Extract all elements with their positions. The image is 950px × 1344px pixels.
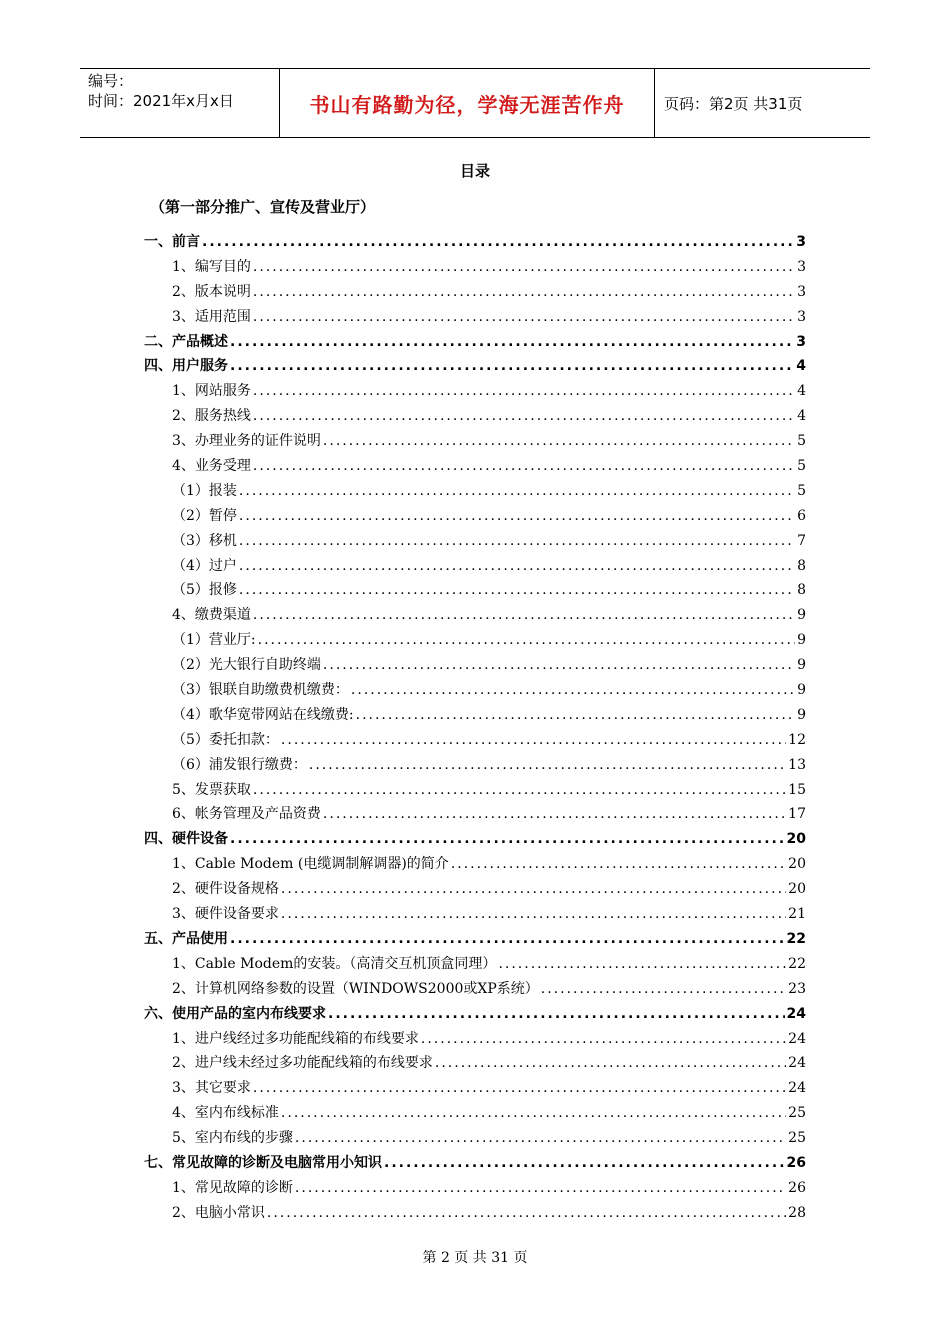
toc-entry-page: 3	[797, 308, 806, 325]
header-meta	[80, 69, 280, 137]
toc-entry-page: 21	[788, 906, 806, 923]
toc-leader-dots	[253, 1076, 786, 1101]
toc-entry[interactable]	[144, 330, 806, 355]
toc-entry-page: 25	[788, 1130, 806, 1147]
toc-entry-page: 8	[797, 557, 806, 574]
toc-entry-page: 3	[797, 258, 806, 275]
toc-entry-page: 20	[788, 856, 806, 873]
toc-entry-label: 四、用户服务	[144, 358, 228, 375]
toc-entry-page: 24	[786, 1005, 806, 1022]
toc-leader-dots	[451, 852, 786, 877]
header-motto: 书山有路勤为径，学海无涯苦作舟	[280, 69, 655, 137]
document-date: 时间：2021年x月x日	[88, 92, 234, 110]
toc-entry[interactable]	[144, 529, 806, 554]
toc-entry-label: 5、室内布线的步骤	[172, 1130, 293, 1147]
toc-leader-dots	[384, 1151, 785, 1176]
toc-entry[interactable]	[144, 404, 806, 429]
toc-leader-dots	[323, 429, 795, 454]
toc-entry-label: （1）营业厅:	[172, 632, 256, 649]
toc-entry[interactable]	[144, 280, 806, 305]
toc-leader-dots	[239, 554, 795, 579]
toc-entry-label: （1）报装	[172, 482, 237, 499]
toc-leader-dots	[253, 305, 795, 330]
toc-leader-dots	[295, 1126, 786, 1151]
toc-entry-label: （4）过户	[172, 557, 237, 574]
toc-leader-dots	[230, 330, 794, 355]
toc-entry-label: （3）银联自助缴费机缴费：	[172, 682, 349, 699]
toc-entry-page: 24	[788, 1080, 806, 1097]
toc-entry[interactable]	[144, 827, 806, 852]
toc-leader-dots	[230, 927, 785, 952]
toc-entry-page: 4	[797, 408, 806, 425]
toc-leader-dots	[356, 703, 795, 728]
toc-entry[interactable]	[144, 1076, 806, 1101]
toc-leader-dots	[239, 504, 795, 529]
toc-leader-dots	[258, 628, 795, 653]
toc-leader-dots	[253, 778, 786, 803]
toc-entry[interactable]	[144, 653, 806, 678]
toc-entry-label: 六、使用产品的室内布线要求	[144, 1005, 326, 1022]
toc-entry-page: 3	[796, 234, 806, 250]
toc-entry[interactable]	[144, 1002, 806, 1027]
toc-leader-dots	[323, 653, 795, 678]
toc-entry-label: 4、室内布线标准	[172, 1105, 279, 1122]
toc-entry-label: 4、缴费渠道	[172, 607, 251, 624]
toc-leader-dots	[281, 902, 786, 927]
header-page-info: 页码：第2页 共31页	[664, 94, 803, 113]
toc-leader-dots	[435, 1051, 786, 1076]
toc-entry-label: 3、其它要求	[172, 1080, 251, 1097]
toc-entry-page: 24	[788, 1055, 806, 1072]
toc-entry[interactable]	[144, 678, 806, 703]
toc-entry[interactable]	[144, 802, 806, 827]
toc-entry[interactable]	[144, 927, 806, 952]
toc-entry[interactable]	[144, 454, 806, 479]
toc-entry-label: 1、Cable Modem的安装。（高清交互机顶盒同理）	[172, 955, 497, 972]
toc-leader-dots	[230, 354, 794, 379]
toc-leader-dots	[202, 230, 794, 255]
toc-entry-label: 二、产品概述	[144, 333, 228, 350]
toc-entry[interactable]	[144, 603, 806, 628]
toc-entry[interactable]	[144, 504, 806, 529]
toc-entry[interactable]	[144, 554, 806, 579]
toc-entry-label: （2）光大银行自助终端	[172, 657, 321, 674]
toc-entry-label: 七、常见故障的诊断及电脑常用小知识	[144, 1154, 382, 1171]
toc-entry-page: 9	[797, 657, 806, 674]
toc-entry-page: 9	[797, 607, 806, 624]
toc-leader-dots	[253, 379, 795, 404]
toc-entry-label: （4）歌华宽带网站在线缴费:	[172, 706, 354, 723]
toc-entry-page: 26	[788, 1179, 806, 1196]
toc-entry[interactable]	[144, 1176, 806, 1201]
toc-entry[interactable]	[144, 1051, 806, 1076]
toc-entry[interactable]	[144, 255, 806, 280]
toc-entry-page: 3	[797, 283, 806, 300]
toc-entry[interactable]	[144, 354, 806, 379]
toc-leader-dots	[295, 1176, 786, 1201]
toc-entry-page: 15	[788, 781, 806, 798]
toc-entry-label: 1、常见故障的诊断	[172, 1179, 293, 1196]
toc-entry-page: 4	[796, 358, 806, 375]
page-footer: 第 2 页 共 31 页	[422, 1250, 528, 1266]
toc-entry[interactable]	[144, 778, 806, 803]
toc-entry-label: 五、产品使用	[144, 930, 228, 947]
toc-entry[interactable]	[144, 429, 806, 454]
toc-entry-label: 四、硬件设备	[144, 831, 228, 848]
toc-entry[interactable]	[144, 1101, 806, 1126]
toc-entry[interactable]	[144, 479, 806, 504]
document-number-label: 编号：	[88, 72, 134, 90]
toc-leader-dots	[230, 827, 785, 852]
toc-entry[interactable]	[144, 1027, 806, 1052]
toc-entry-page: 20	[788, 881, 806, 898]
toc-leader-dots	[328, 1002, 785, 1027]
toc-entry-page: 5	[797, 433, 806, 450]
toc-leader-dots	[351, 678, 795, 703]
toc-leader-dots	[309, 753, 786, 778]
toc-entry-label: 2、硬件设备规格	[172, 881, 279, 898]
toc-entry[interactable]	[144, 578, 806, 603]
toc-entry-page: 22	[788, 955, 806, 972]
toc-entry[interactable]	[144, 952, 806, 977]
toc-entry[interactable]	[144, 977, 806, 1002]
toc-entry-label: 2、计算机网络参数的设置（WINDOWS2000或XP系统）	[172, 980, 539, 997]
toc-leader-dots	[323, 802, 786, 827]
toc-entry-page: 3	[796, 333, 806, 350]
toc-entry[interactable]	[144, 1126, 806, 1151]
toc-leader-dots	[253, 280, 795, 305]
toc-entry[interactable]	[144, 902, 806, 927]
toc-entry-label: 3、适用范围	[172, 308, 251, 325]
toc-entry-label: 2、电脑小常识	[172, 1204, 265, 1221]
toc-entry-label: （3）移机	[172, 532, 237, 549]
toc-entry-page: 26	[786, 1154, 806, 1171]
toc-entry-label: 3、硬件设备要求	[172, 906, 279, 923]
toc-entry-page: 13	[788, 756, 806, 773]
toc-entry[interactable]	[144, 379, 806, 404]
toc-entry-label: 4、业务受理	[172, 458, 251, 475]
toc-leader-dots	[541, 977, 786, 1002]
toc-entry-page: 22	[786, 930, 806, 947]
toc-entry-label: 2、版本说明	[172, 283, 251, 300]
toc-entry-label: 2、服务热线	[172, 408, 251, 425]
toc-leader-dots	[253, 603, 795, 628]
toc-entry[interactable]	[144, 703, 806, 728]
toc-leader-dots	[239, 578, 795, 603]
toc-entry-label: 1、编写目的	[172, 258, 251, 275]
toc-entry-page: 9	[797, 682, 806, 699]
toc-entry[interactable]	[144, 1151, 806, 1176]
toc-leader-dots	[239, 479, 795, 504]
toc-entry-page: 28	[788, 1204, 806, 1221]
toc-entry-label: 6、帐务管理及产品资费	[172, 806, 321, 823]
toc-leader-dots	[281, 877, 786, 902]
toc-leader-dots	[253, 255, 795, 280]
toc-entry-label: （5）报修	[172, 582, 237, 599]
toc-entry-label: 5、发票获取	[172, 781, 251, 798]
toc-entry-label: （6）浦发银行缴费：	[172, 756, 307, 773]
toc-leader-dots	[267, 1201, 786, 1226]
toc-entry[interactable]	[144, 753, 806, 778]
toc-entry-label: 2、进户线未经过多功能配线箱的布线要求	[172, 1055, 433, 1072]
page-header	[80, 68, 870, 138]
toc-entry[interactable]	[144, 230, 806, 255]
toc-entry-page: 4	[797, 383, 806, 400]
toc-entry-page: 17	[788, 806, 806, 823]
toc-leader-dots	[498, 952, 786, 977]
toc-entry-page: 25	[788, 1105, 806, 1122]
toc-entry[interactable]	[144, 628, 806, 653]
toc-leader-dots	[253, 404, 795, 429]
toc-entry-page: 20	[786, 831, 806, 848]
toc-title: 目录	[459, 162, 490, 180]
toc-entry-page: 12	[788, 731, 806, 748]
toc-leader-dots	[281, 728, 786, 753]
toc-list	[144, 230, 806, 1226]
toc-entry-page: 6	[797, 507, 806, 524]
toc-entry-label: 3、办理业务的证件说明	[172, 433, 321, 450]
toc-entry[interactable]	[144, 852, 806, 877]
toc-entry-page: 5	[797, 458, 806, 475]
toc-entry[interactable]	[144, 1201, 806, 1226]
toc-entry-label: （5）委托扣款：	[172, 731, 279, 748]
toc-entry-page: 7	[797, 532, 806, 549]
toc-part-heading: （第一部分推广、宣传及营业厅）	[150, 198, 376, 216]
toc-entry-page: 5	[797, 482, 806, 499]
toc-entry-page: 23	[788, 980, 806, 997]
toc-entry-page: 8	[797, 582, 806, 599]
toc-entry[interactable]	[144, 305, 806, 330]
toc-entry[interactable]	[144, 728, 806, 753]
toc-entry-label: 1、进户线经过多功能配线箱的布线要求	[172, 1030, 419, 1047]
toc-leader-dots	[253, 454, 795, 479]
toc-entry-page: 9	[797, 706, 806, 723]
toc-entry[interactable]	[144, 877, 806, 902]
toc-entry-label: 一、前言	[144, 234, 200, 250]
toc-leader-dots	[421, 1027, 786, 1052]
toc-leader-dots	[281, 1101, 786, 1126]
toc-entry-page: 9	[797, 632, 806, 649]
toc-entry-page: 24	[788, 1030, 806, 1047]
toc-leader-dots	[239, 529, 795, 554]
toc-entry-label: （2）暂停	[172, 507, 237, 524]
toc-entry-label: 1、网站服务	[172, 383, 251, 400]
toc-entry-label: 1、Cable Modem (电缆调制解调器)的简介	[172, 856, 449, 873]
